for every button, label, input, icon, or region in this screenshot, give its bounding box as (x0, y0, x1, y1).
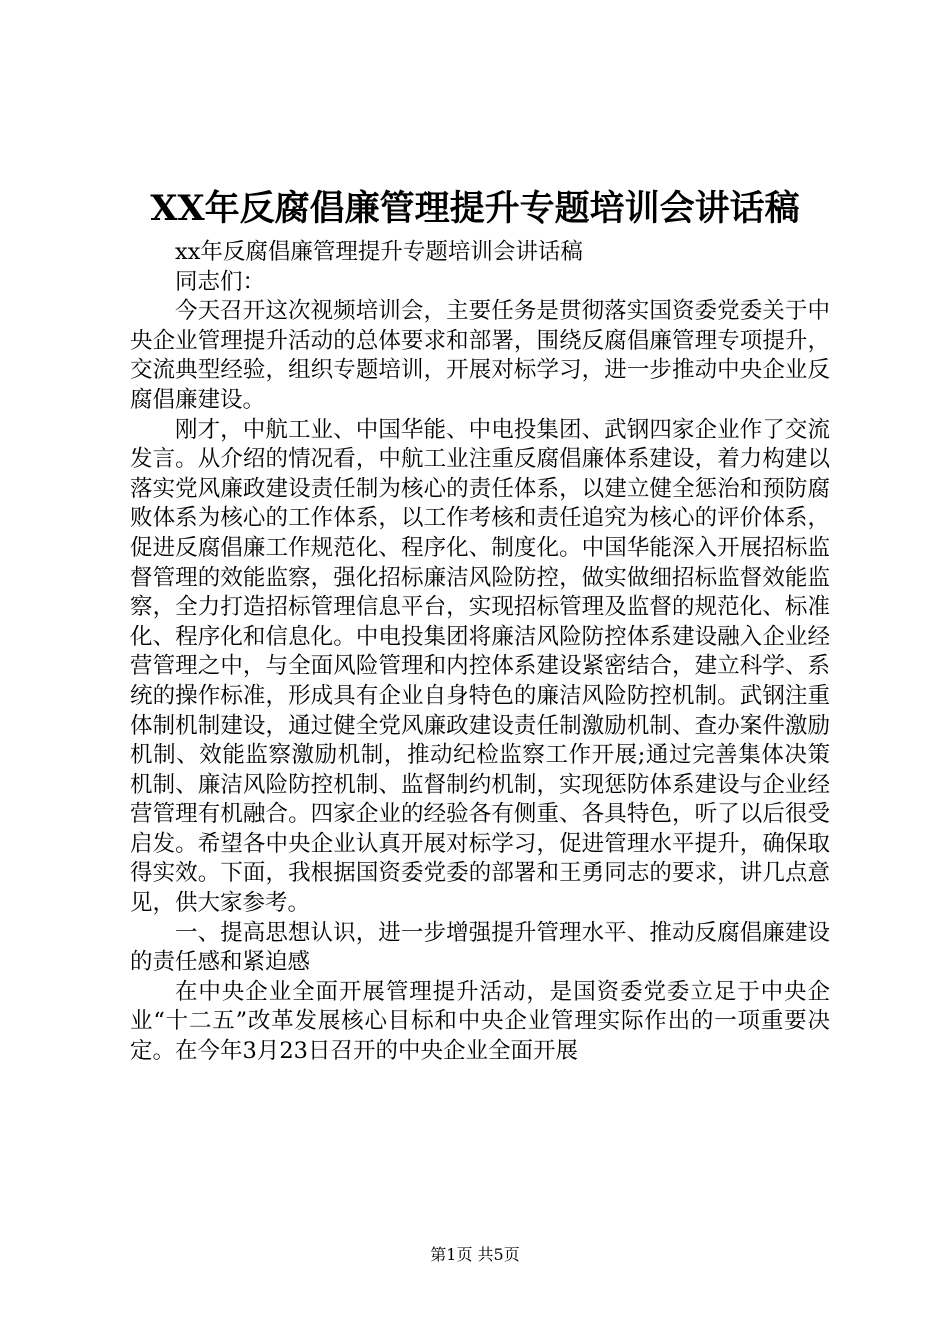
body-paragraph: 刚才，中航工业、中国华能、中电投集团、武钢四家企业作了交流发言。从介绍的情况看，中航工业注重反腐倡廉体系建设，着力构建以落实党风廉政建设责任制为核心的责任体系，以建立健全惩治和预防腐败体系为核心的工作体系，以工作考核和责任追究为核心的评价体系，促进反腐倡廉工作规范化、程序化、制度化。中国华能深入开展招标监督管理的效能监察，强化招标廉洁风险防控，做实做细招标监督效能监察，全力打造招标管理信息平台，实现招标管理及监督的规范化、标准化、程序化和信息化。中电投集团将廉洁风险防控体系建设融入企业经营管理之中，与全面风险管理和内控体系建设紧密结合，建立科学、系统的操作标准，形成具有企业自身特色的廉洁风险防控机制。武钢注重体制机制建设，通过健全党风廉政建设责任制激励机制、查办案件激励机制、效能监察激励机制，推动纪检监察工作开展;通过完善集体决策机制、廉洁风险防控机制、监督制约机制，实现惩防体系建设与企业经营管理有机融合。四家企业的经验各有侧重、各具特色，听了以后很受启发。希望各中央企业认真开展对标学习，促进管理水平提升，确保取得实效。下面，我根据国资委党委的部署和王勇同志的要求，讲几点意见，供大家参考。 (130, 416, 830, 917)
salutation: 同志们： (175, 268, 266, 295)
page-number-footer: 第1页 共5页 (430, 1245, 520, 1264)
document-subtitle: xx年反腐倡廉管理提升专题培训会讲话稿 (175, 239, 583, 265)
body-paragraph: 今天召开这次视频培训会，主要任务是贯彻落实国资委党委关于中央企业管理提升活动的总体要求和部署，围绕反腐倡廉管理专项提升，交流典型经验，组织专题培训，开展对标学习，进一步推动中央企业反腐倡廉建设。 (130, 298, 830, 413)
document-body (130, 238, 830, 1067)
section-heading: 一、提高思想认识，进一步增强提升管理水平、推动反腐倡廉建设的责任感和紧迫感 (130, 919, 830, 976)
document-title: XX年反腐倡廉管理提升专题培训会讲话稿 (150, 188, 800, 229)
body-paragraph: 在中央企业全面开展管理提升活动，是国资委党委立足于中央企业“十二五”改革发展核心目标和中央企业管理实际作出的一项重要决定。在今年3月23日召开的中央企业全面开展 (130, 978, 830, 1065)
